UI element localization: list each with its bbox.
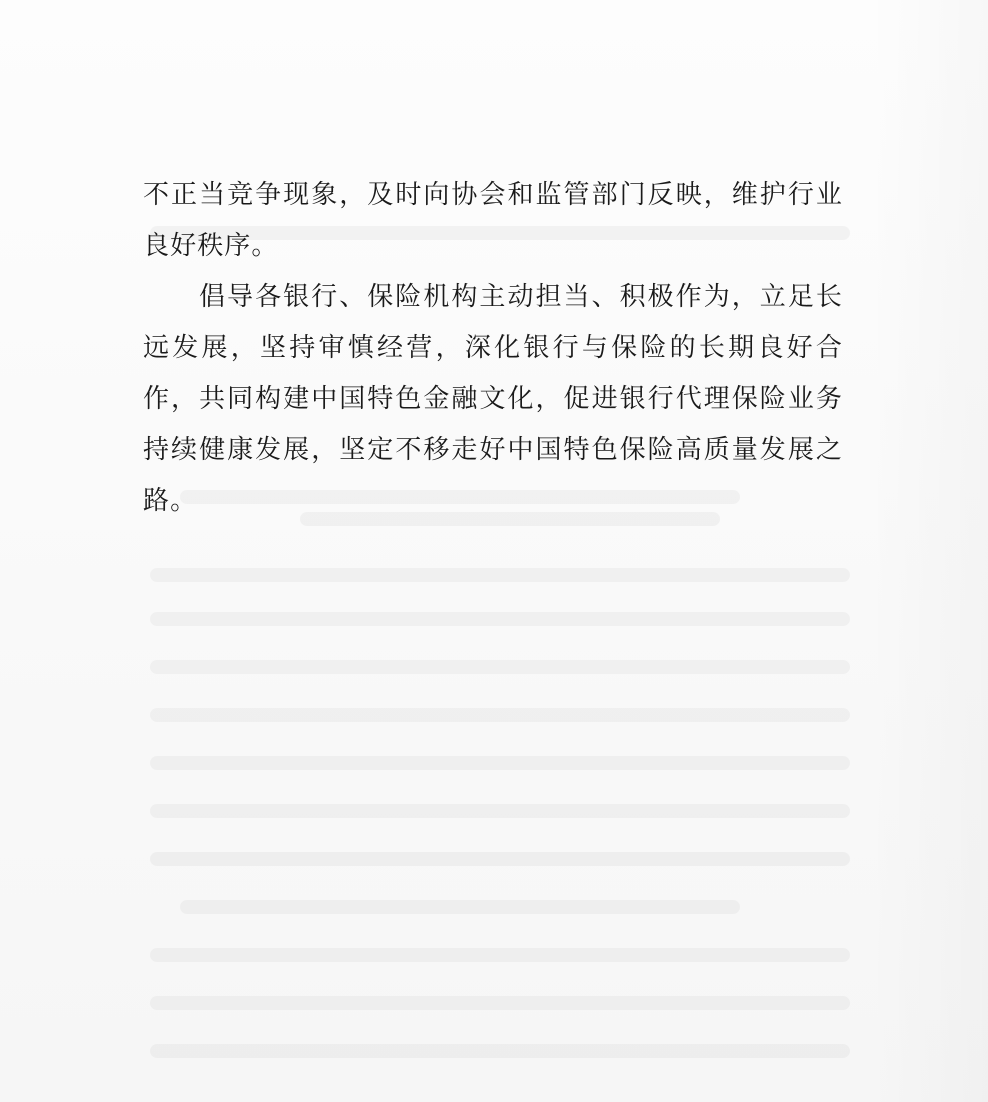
bleed-through-line xyxy=(150,852,850,866)
bleed-through-line xyxy=(150,996,850,1010)
bleed-through-line xyxy=(180,900,740,914)
bleed-through-line xyxy=(150,660,850,674)
bleed-through-line xyxy=(150,948,850,962)
page-edge-shadow xyxy=(868,0,988,1102)
bleed-through-line xyxy=(150,568,850,582)
bleed-through-line xyxy=(150,708,850,722)
bleed-through-line xyxy=(150,1044,850,1058)
paragraph-continuation: 不正当竞争现象，及时向协会和监管部门反映，维护行业良好秩序。 xyxy=(143,180,843,261)
bleed-through-line xyxy=(150,756,850,770)
bleed-through-line xyxy=(150,804,850,818)
bleed-through-line xyxy=(150,612,850,626)
paragraph-initiative: 倡导各银行、保险机构主动担当、积极作为，立足长远发展，坚持审慎经营，深化银行与保险的长期良好合作，共同构建中国特色金融文化，促进银行代理保险业务持续健康发展，坚定不移走好中国特色保险高质量发展之路。 xyxy=(143,282,843,516)
document-body xyxy=(143,170,843,527)
